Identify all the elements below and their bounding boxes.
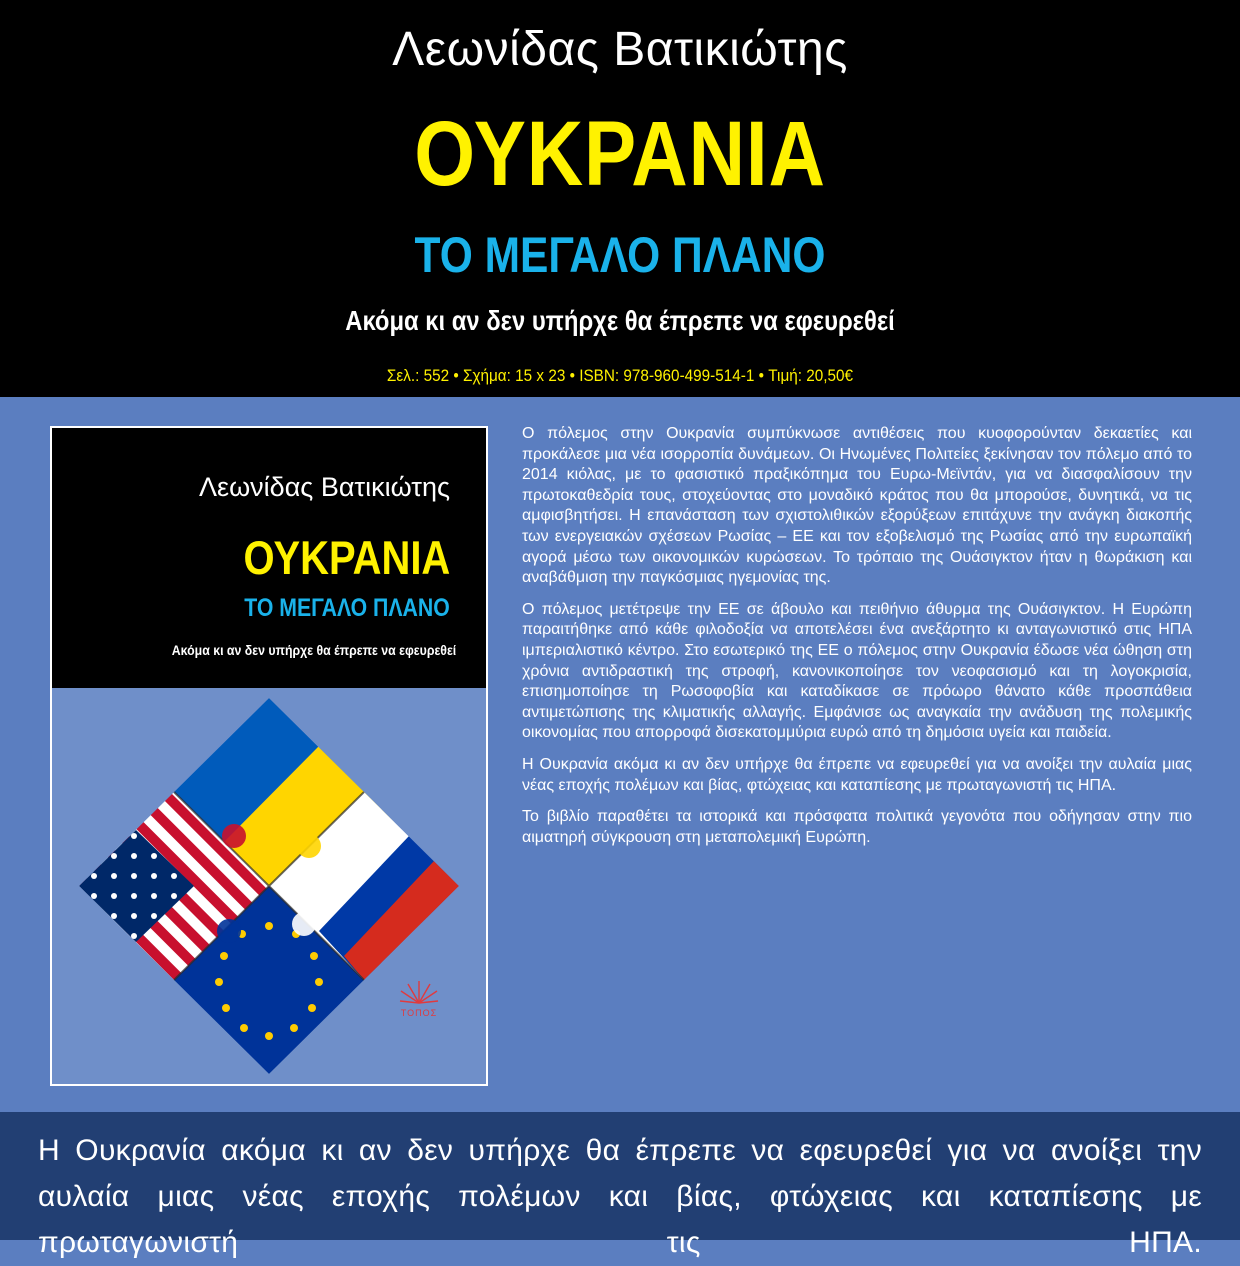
description-paragraph: Το βιβλίο παραθέτει τα ιστορικά και πρόσφατα πολιτικά γεγονότα που οδήγησαν στην πιο αιματηρή σύγκρουση στη μεταπολεμική Ευρώπη. (522, 808, 1192, 846)
book-description (522, 424, 1192, 859)
cover-title: ΟΥΚΡΑΝΙΑ (243, 531, 450, 584)
book-subtitle: ΤΟ ΜΕΓΑΛΟ ΠΛΑΝΟ (414, 227, 826, 283)
cover-author: Λεωνίδας Βατικιώτης (199, 472, 450, 502)
description-paragraph: Η Ουκρανία ακόμα κι αν δεν υπήρχε θα έπρεπε να εφευρεθεί για να ανοίξει την αυλαία μιας νέας εποχής πολέμων και βίας, φτώχειας και καταπίεσης με πρωταγωνιστή τις ΗΠΑ. (522, 755, 1192, 794)
description-paragraph: Ο πόλεμος στην Ουκρανία συμπύκνωσε αντιθέσεις που κυοφορούνταν δεκαετίες και προκάλεσε μια νέα ισορροπία δυνάμεων. Οι Ηνωμένες Πολιτείες ξεκίνησαν τον πόλεμο από το 2014 κιόλας, με το φασιστικό πραξικόπημα του Ευρω-Μεϊντάν, για να διασφαλίσουν την πρωτοκαθεδρία τους, στοχεύοντας στο μοναδικό κράτος που θα μπορούσε, δυνητικά, να τις αμφισβητήσει. Η επανάσταση των σχιστολιθικών εξορύξεων επιτάχυνε την ανάγκη διακοπής των ενεργειακών σχέσεων Ρωσίας – ΕΕ και τον εξοβελισμό της Ρωσίας από την ευρωπαϊκή αγορά μέσω των οικονομικών κυρώσεων. Το τρόπαιο της Ουάσιγκτον ήταν η θωράκιση και αναβάθμιση την παγκόσμιας ηγεμονίας της. (522, 425, 1192, 587)
flags-puzzle-illustration (64, 686, 474, 1086)
publisher-logo (396, 977, 442, 1018)
publisher-name: ΤΟΠΟΣ (400, 1008, 438, 1018)
footer-quote-banner (0, 1112, 1240, 1259)
book-title: ΟΥΚΡΑΝΙΑ (414, 103, 826, 205)
author-name: Λεωνίδας Βατικιώτης (392, 23, 848, 76)
description-paragraph: Ο πόλεμος μετέτρεψε την ΕΕ σε άβουλο και πειθήνιο άθυρμα της Ουάσιγκτον. Η Ευρώπη παραιτήθηκε από κάθε φιλοδοξία να αποτελέσει ένα ανεξάρτητο κι ανταγωνιστικό στις ΗΠΑ ιμπεριαλιστικό κέντρο. Στο εσωτερικό της ΕΕ ο πόλεμος στην Ουκρανία έδωσε νέα ώθηση στη χρόνια αντιδραστική της στροφή, κανονικοποίησε τον νεοφασισμό και τη λογοκρισία, επισημοποίησε τη Ρωσοφοβία και καταδίκασε σε πρόωρο θάνατο κάθε προσπάθεια αντιμετώπισης της κλιματικής αλλαγής. Εμφάνισε ως αναγκαία την ανάδυση της πολεμικής οικονομίας που απορροφά δισεκατομμύρια ευρώ από τη δημόσια υγεία και παιδεία. (522, 600, 1192, 742)
book-tagline: Ακόμα κι αν δεν υπήρχε θα έπρεπε να εφευρεθεί (345, 305, 895, 336)
book-cover (50, 426, 488, 1086)
header-banner (0, 0, 1240, 397)
cover-title-area (52, 428, 486, 688)
cover-subtitle: ΤΟ ΜΕΓΑΛΟ ΠΛΑΝΟ (244, 594, 450, 622)
publisher-sunburst-icon (399, 977, 439, 1007)
footer-quote: Η Ουκρανία ακόμα κι αν δεν υπήρχε θα έπρεπε να εφευρεθεί για να ανοίξει την αυλαία μιας νέας εποχής πολέμων και βίας, φτώχειας και καταπίεσης με πρωταγωνιστή τις ΗΠΑ. (38, 1134, 1202, 1259)
cover-tagline: Ακόμα κι αν δεν υπήρχε θα έπρεπε να εφευρεθεί (171, 642, 456, 658)
book-specs: Σελ.: 552 • Σχήμα: 15 x 23 • ISBN: 978-960-499-514-1 • Τιμή: 20,50€ (386, 366, 854, 385)
